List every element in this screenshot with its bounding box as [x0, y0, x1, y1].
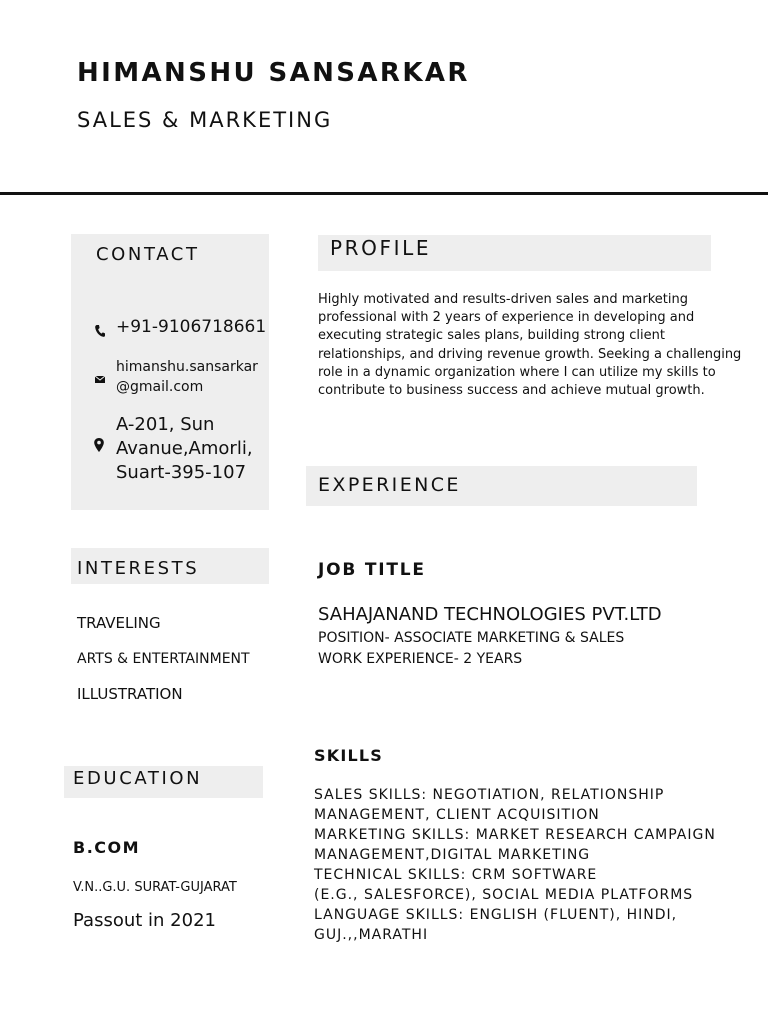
contact-email [116, 357, 266, 397]
resume-role: SALES & MARKETING [77, 108, 333, 132]
job-position: POSITION- ASSOCIATE MARKETING & SALES [318, 630, 625, 646]
contact-phone: +91-9106718661 [116, 317, 267, 337]
resume-name: HIMANSHU SANSARKAR [77, 58, 470, 88]
profile-title: PROFILE [330, 236, 432, 260]
location-pin-icon [93, 437, 105, 451]
contact-email-line-1: himanshu.sansarkar [116, 359, 258, 375]
education-title: EDUCATION [73, 768, 203, 789]
interest-item: TRAVELING [77, 614, 161, 632]
skills-list: SALES SKILLS: NEGOTIATION, RELATIONSHIP MANAGEMENT, CLIENT ACQUISITION MARKETING SKILLS: MARKET RESEARCH CAMPAIGN MANAGEMENT,DIGITAL MARKETING TECHNICAL SKILLS: CRM SOFTWARE (E.G., SALESFORCE), SOCIAL MEDIA PLATFORMS LANGUAGE SKILLS: ENGLISH (FLUENT), HINDI, GUJ.,,MARATHI [314, 787, 716, 943]
education-degree: B.COM [73, 838, 141, 857]
phone-icon [94, 324, 106, 338]
company-name: SAHAJANAND TECHNOLOGIES PVT.LTD [318, 604, 662, 625]
education-passout: Passout in 2021 [73, 910, 216, 931]
interest-item: ARTS & ENTERTAINMENT [77, 651, 250, 667]
mail-icon [94, 374, 106, 388]
contact-email-line-2: @gmail.com [116, 379, 204, 395]
header-divider [0, 192, 768, 195]
contact-address [116, 413, 266, 485]
experience-title: EXPERIENCE [318, 474, 461, 496]
education-university: V.N..G.U. SURAT-GUJARAT [73, 880, 237, 895]
interest-item: ILLUSTRATION [77, 685, 183, 703]
contact-address-line-2: Avanue,Amorli, [116, 438, 253, 459]
skills-title: SKILLS [314, 746, 383, 765]
profile-summary: Highly motivated and results-driven sales and marketing professional with 2 years of experience in developing and executing strategic sales plans, building strong client relationships, and driving revenue growth. Seeking a challenging role in a dynamic organization where I can utilize my skills to contribute to business success and achieve mutual growth. [318, 292, 742, 399]
contact-address-line-1: A-201, Sun [116, 414, 215, 435]
job-title: JOB TITLE [318, 560, 426, 580]
contact-title: CONTACT [96, 244, 200, 265]
contact-address-line-3: Suart-395-107 [116, 462, 247, 483]
work-experience: WORK EXPERIENCE- 2 YEARS [318, 651, 523, 667]
interests-title: INTERESTS [77, 558, 200, 579]
